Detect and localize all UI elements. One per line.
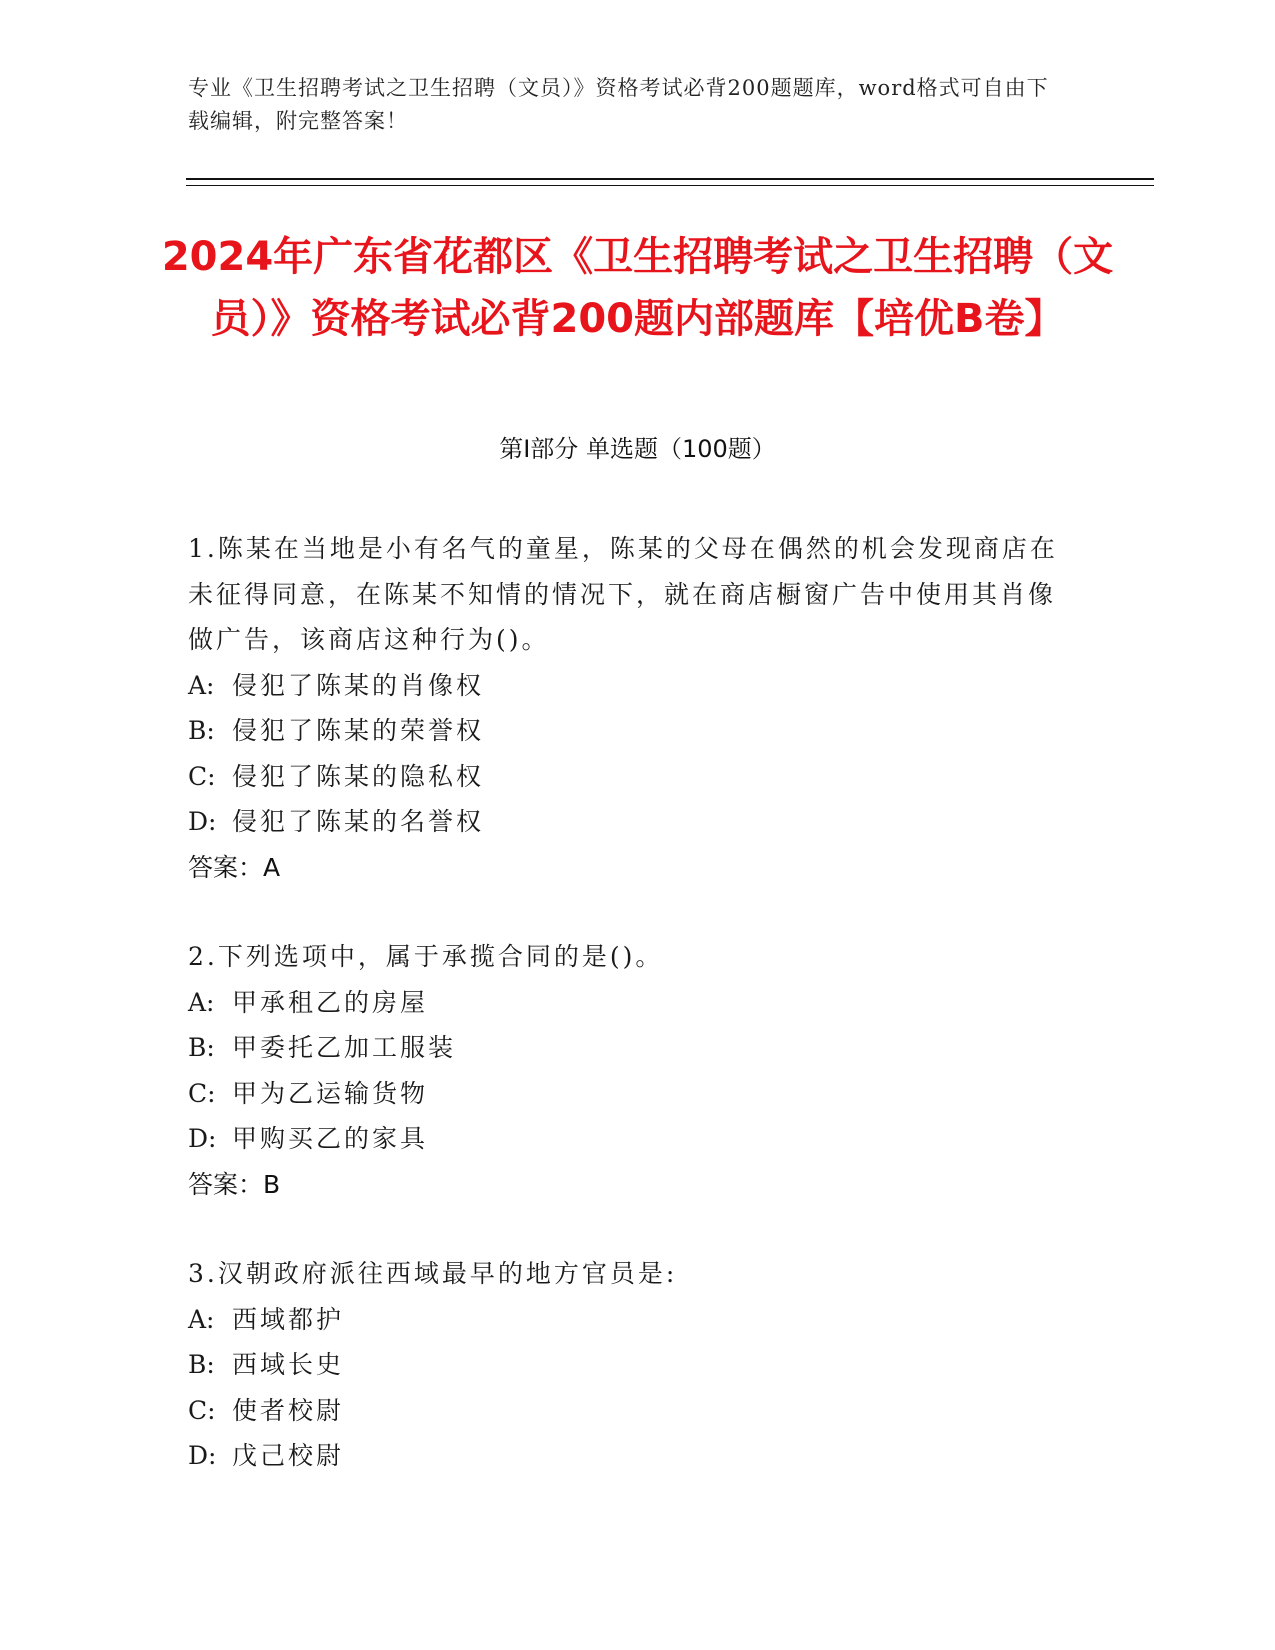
option-d — [188, 1433, 1068, 1479]
option-text: 甲购买乙的家具 — [232, 1124, 429, 1153]
section-title: 第I部分 单选题（100题） — [499, 435, 776, 463]
option-b — [188, 1025, 1068, 1071]
option-letter: B: — [188, 1350, 215, 1379]
question-stem: 2.下列选项中，属于承揽合同的是()。 — [188, 942, 664, 971]
option-text: 侵犯了陈某的隐私权 — [232, 761, 485, 791]
option-letter: A: — [188, 1304, 215, 1334]
question-stem: 3.汉朝政府派往西域最早的地方官员是: — [188, 1259, 678, 1288]
option-letter: B: — [188, 716, 215, 745]
option-text: 侵犯了陈某的肖像权 — [232, 670, 485, 700]
option-letter: D: — [188, 1441, 217, 1470]
option-a — [188, 663, 1068, 709]
option-text: 甲为乙运输货物 — [232, 1078, 429, 1108]
document-title: 2024年广东省花都区《卫生招聘考试之卫生招聘（文员）》资格考试必背200题内部题库【培优B卷】 — [161, 234, 1114, 342]
question-2 — [188, 934, 1068, 1207]
option-c — [188, 1071, 1068, 1117]
header-divider-thick — [186, 178, 1154, 180]
option-text: 使者校尉 — [232, 1395, 345, 1425]
question-1 — [188, 526, 1068, 890]
answer-label: 答案：A — [188, 852, 281, 882]
option-a — [188, 980, 1068, 1026]
option-b — [188, 1342, 1068, 1388]
answer-label: 答案：B — [188, 1169, 281, 1199]
option-text: 西域长史 — [232, 1350, 345, 1379]
option-b — [188, 708, 1068, 754]
option-text: 侵犯了陈某的名誉权 — [232, 807, 485, 836]
question-stem: 1.陈某在当地是小有名气的童星，陈某的父母在偶然的机会发现商店在未征得同意，在陈某不知情的情况下，就在商店橱窗广告中使用其肖像做广告，该商店这种行为()。 — [188, 534, 1058, 654]
option-letter: D: — [188, 807, 217, 836]
option-a — [188, 1297, 1068, 1343]
question-3 — [188, 1251, 1068, 1479]
option-letter: A: — [188, 987, 215, 1017]
option-letter: C: — [188, 761, 216, 791]
option-text: 甲委托乙加工服装 — [232, 1033, 457, 1062]
option-c — [188, 1388, 1068, 1434]
option-text: 西域都护 — [232, 1304, 345, 1334]
option-letter: C: — [188, 1395, 216, 1425]
option-text: 甲承租乙的房屋 — [232, 987, 429, 1017]
header-divider-thin — [186, 185, 1154, 186]
option-d — [188, 1116, 1068, 1162]
question-list — [188, 526, 1068, 1523]
header-note: 专业《卫生招聘考试之卫生招聘（文员）》资格考试必背200题题库，word格式可自由下载编辑，附完整答案！ — [188, 76, 1049, 133]
option-text: 戊己校尉 — [232, 1441, 345, 1470]
option-c — [188, 754, 1068, 800]
option-text: 侵犯了陈某的荣誉权 — [232, 716, 485, 745]
option-letter: C: — [188, 1078, 216, 1108]
option-letter: A: — [188, 670, 215, 700]
option-letter: D: — [188, 1124, 217, 1153]
option-letter: B: — [188, 1033, 215, 1062]
option-d — [188, 799, 1068, 845]
